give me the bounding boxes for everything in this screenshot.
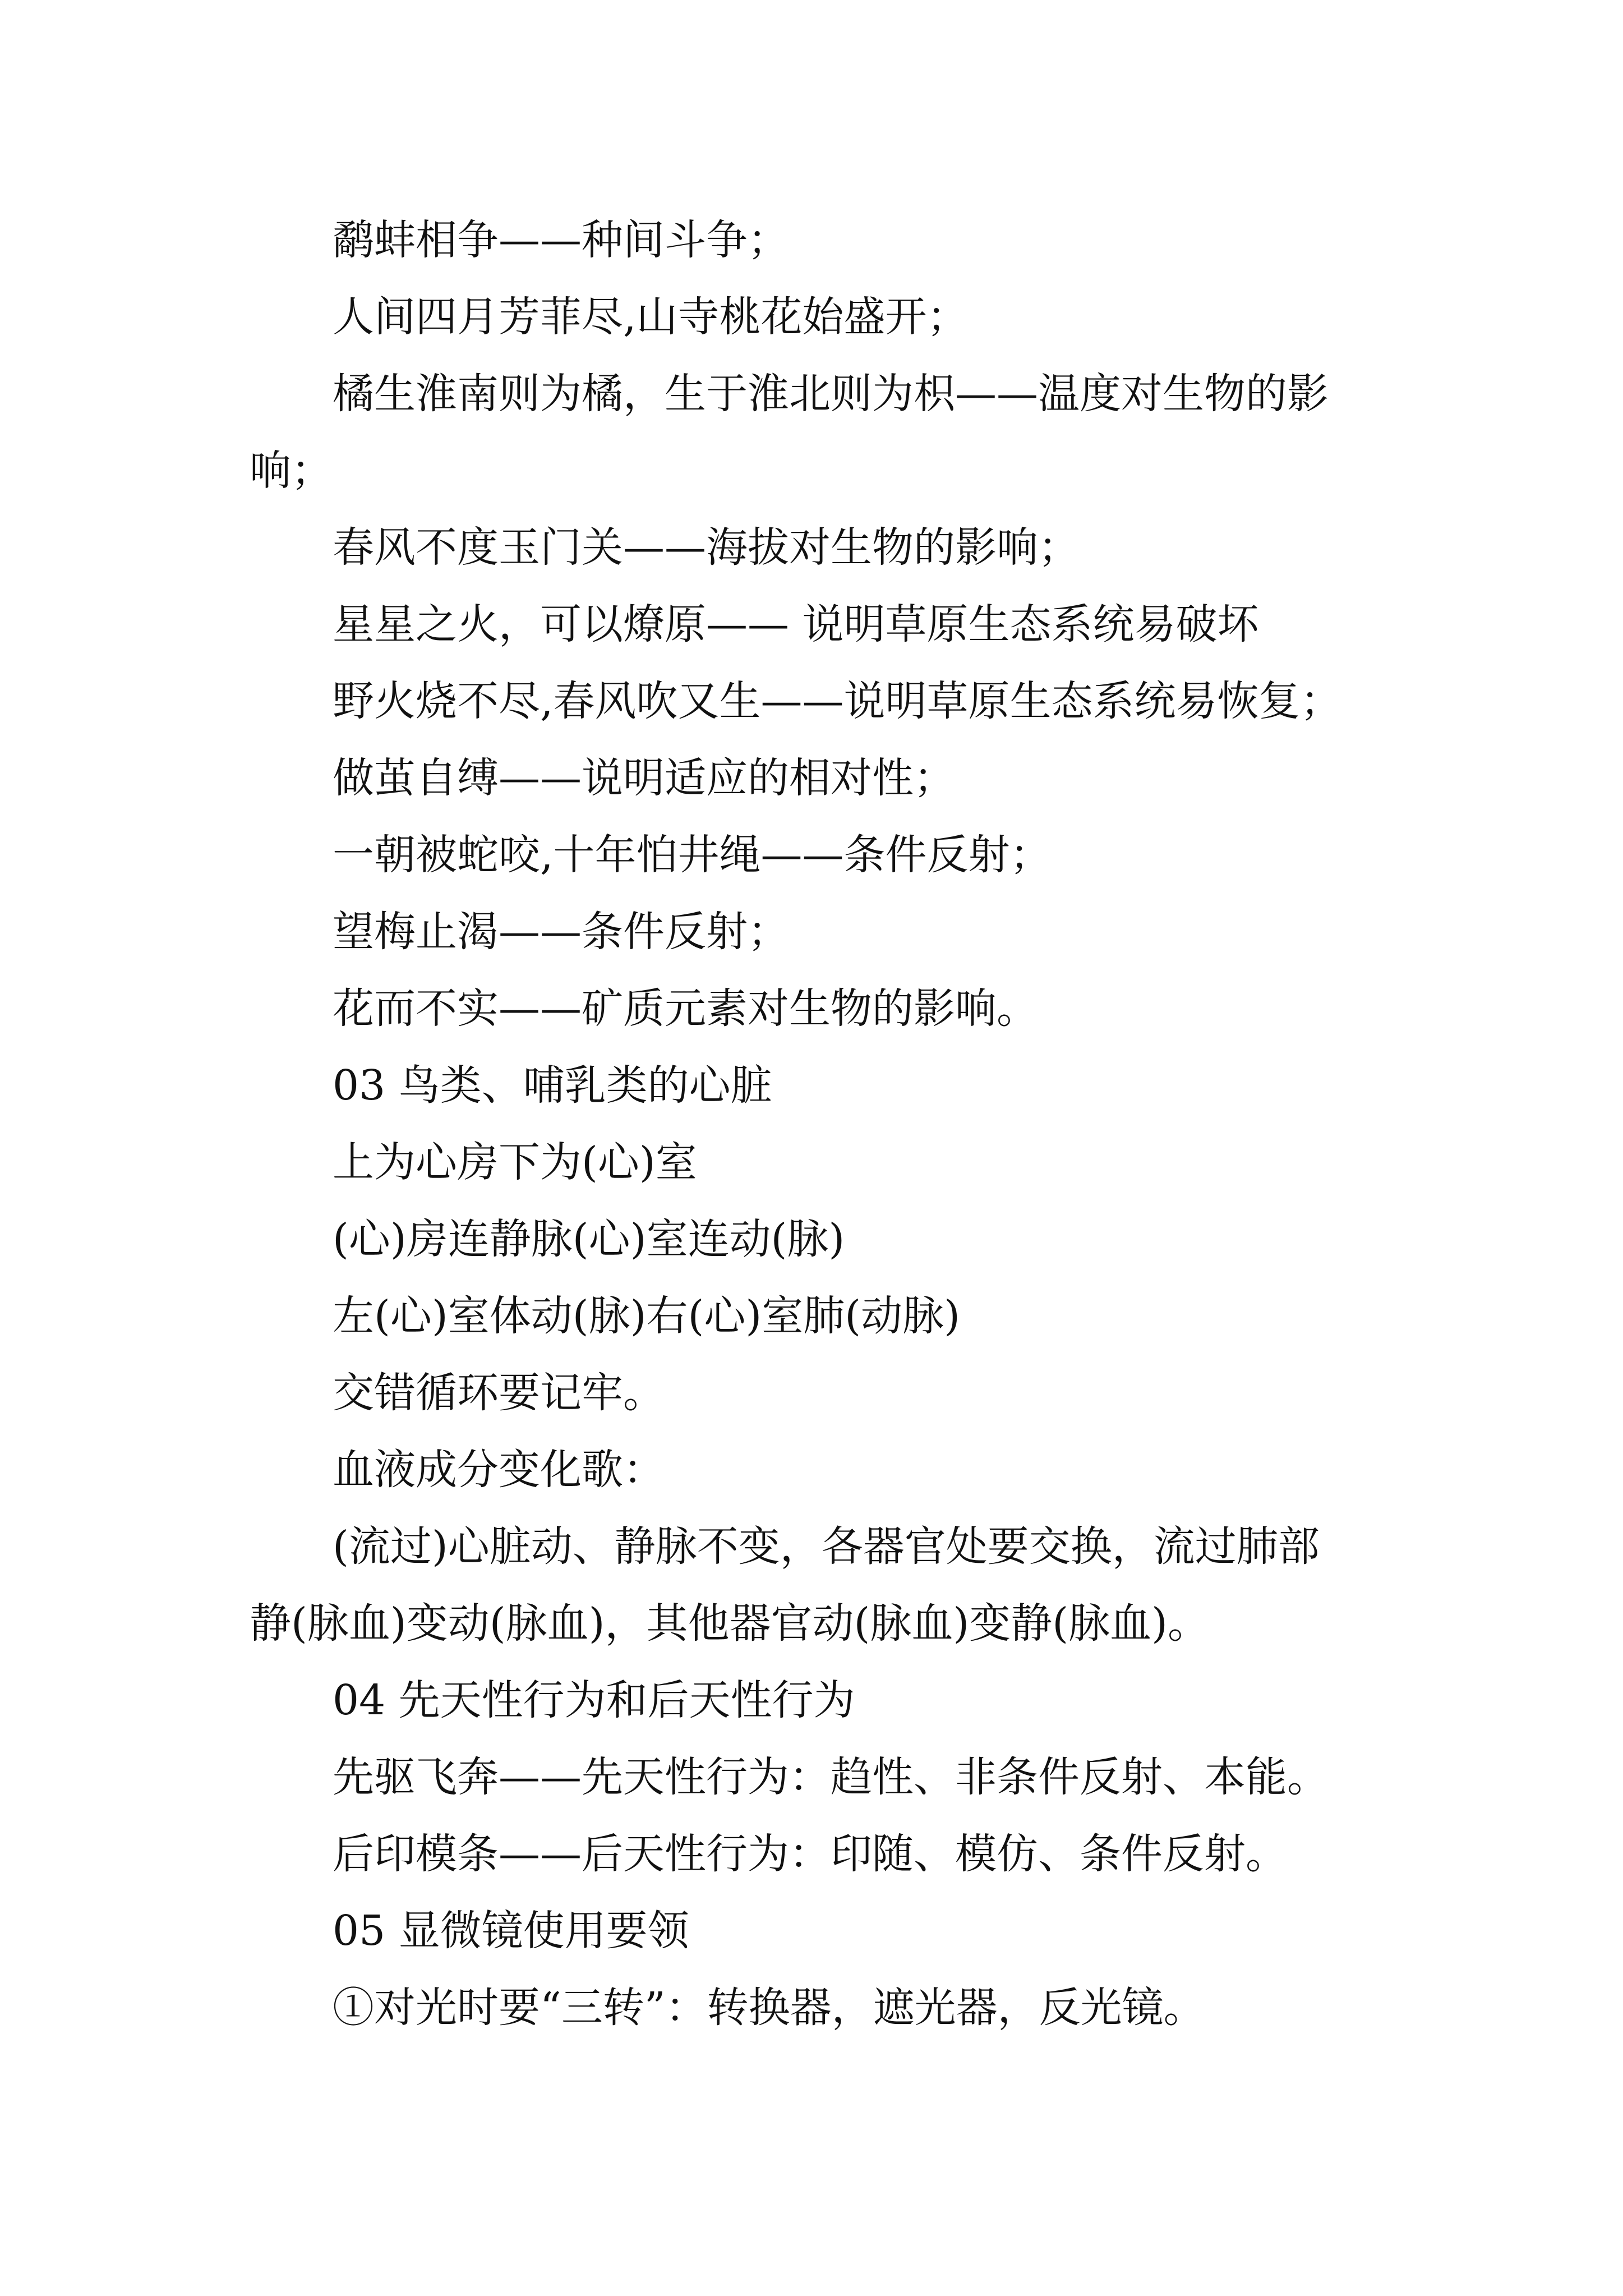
paragraph-line: 血液成分变化歌： [333,1446,665,1494]
section-heading-03: 03 鸟类、哺乳类的心脏 [333,1061,772,1110]
paragraph-line: 上为心房下为(心)室 [333,1138,697,1186]
paragraph-line: (流过)心脏动、静脉不变，各器官处要交换，流过肺部 [333,1522,1320,1571]
paragraph-line: 星星之火，可以燎原—— 说明草原生态系统易破坏 [333,600,1259,648]
paragraph-line: 野火烧不尽,春风吹又生——说明草原生态系统易恢复； [333,677,1342,725]
paragraph-line: (心)房连静脉(心)室连动(脉) [333,1215,845,1263]
paragraph-line: 望梅止渴——条件反射； [333,908,789,956]
paragraph-line: 先驱飞奔——先天性行为：趋性、非条件反射、本能。 [333,1753,1329,1801]
paragraph-line: 橘生淮南则为橘，生于淮北则为枳——温度对生物的影 [333,370,1329,418]
paragraph-line: 做茧自缚——说明适应的相对性； [333,754,955,802]
section-heading-04: 04 先天性行为和后天性行为 [333,1676,855,1724]
paragraph-line: 响； [250,447,333,495]
paragraph-line: 春风不度玉门关——海拔对生物的影响； [333,523,1080,572]
paragraph-line: 静(脉血)变动(脉血)，其他器官动(脉血)变静(脉血)。 [250,1599,1209,1648]
section-heading-05: 05 显微镜使用要领 [333,1907,689,1955]
paragraph-line: 一朝被蛇咬,十年怕井绳——条件反射； [333,831,1052,879]
paragraph-line: 后印模条——后天性行为：印随、模仿、条件反射。 [333,1830,1287,1878]
document-body [250,202,1382,2046]
paragraph-line: 交错循环要记牢。 [333,1369,665,1417]
paragraph-line: 花而不实——矿质元素对生物的影响。 [333,984,1038,1033]
paragraph-line: ①对光时要“三转”：转换器，遮光器，反光镜。 [333,1984,1205,2032]
paragraph-line: 左(心)室体动(脉)右(心)室肺(动脉) [333,1292,960,1340]
paragraph-line: 人间四月芳菲尽,山寺桃花始盛开； [333,293,969,341]
paragraph-line: 鹬蚌相争——种间斗争； [333,216,789,264]
